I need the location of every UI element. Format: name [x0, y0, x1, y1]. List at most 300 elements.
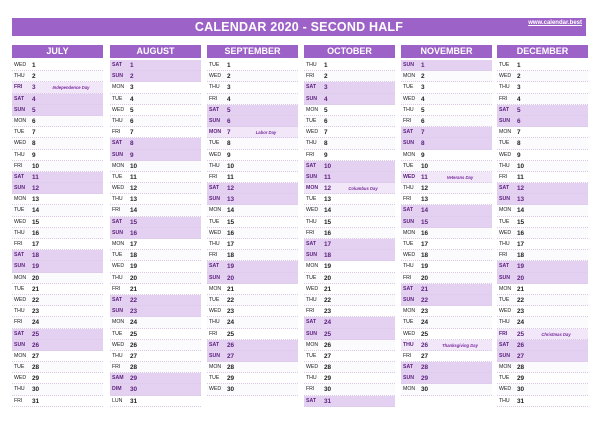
day-row — [207, 172, 298, 183]
day-number: 11 — [227, 173, 234, 181]
day-number: 10 — [130, 162, 138, 170]
day-number: 4 — [130, 95, 134, 103]
day-number: 28 — [517, 364, 525, 372]
day-number: 27 — [324, 352, 332, 360]
weekday-label: TUE — [403, 319, 414, 326]
weekday-label: THU — [112, 352, 123, 359]
day-number: 5 — [227, 106, 231, 114]
website-link[interactable]: www.calendar.best — [528, 20, 582, 26]
day-row — [497, 284, 588, 295]
day-row — [207, 362, 298, 373]
day-number: 8 — [421, 140, 425, 148]
day-row — [304, 71, 395, 82]
holiday-row — [12, 82, 103, 93]
weekday-label: FRI — [112, 129, 121, 136]
weekday-label: SUN — [209, 352, 220, 359]
weekday-label: THU — [306, 218, 317, 225]
weekday-label: FRI — [499, 252, 508, 259]
weekday-label: WED — [112, 106, 125, 113]
day-number: 3 — [421, 84, 425, 92]
day-row — [12, 127, 103, 138]
day-row — [304, 116, 395, 127]
weekday-label: MON — [306, 106, 319, 113]
weekday-label: MON — [306, 341, 319, 348]
day-number: 21 — [421, 285, 429, 293]
weekday-label: THU — [499, 84, 510, 91]
weekday-label: SUN — [403, 296, 414, 303]
day-number: 19 — [227, 263, 235, 271]
weekday-label: WED — [209, 308, 222, 315]
day-row — [304, 138, 395, 149]
day-row — [110, 373, 201, 384]
weekday-label: THU — [209, 162, 220, 169]
weekday-label: THU — [306, 296, 317, 303]
day-number: 27 — [130, 352, 138, 360]
day-row — [304, 351, 395, 362]
weekday-label: FRI — [112, 364, 121, 371]
day-number: 4 — [227, 95, 231, 103]
day-number: 5 — [421, 106, 425, 114]
day-number: 19 — [421, 263, 429, 271]
day-row — [207, 373, 298, 384]
day-number: 21 — [324, 285, 332, 293]
day-number: 6 — [324, 117, 328, 125]
weekday-label: WED — [499, 386, 512, 393]
day-row — [497, 306, 588, 317]
day-number: 3 — [227, 84, 231, 92]
weekday-label: WED — [14, 218, 27, 225]
day-row — [304, 329, 395, 340]
day-row — [12, 94, 103, 105]
day-number: 1 — [324, 62, 328, 69]
weekday-label: WED — [14, 375, 27, 382]
weekday-label: FRI — [14, 162, 23, 169]
day-row — [110, 172, 201, 183]
weekday-label: THU — [499, 397, 510, 404]
day-number: 8 — [130, 140, 134, 148]
day-number: 29 — [421, 375, 429, 383]
day-row — [401, 228, 492, 239]
weekday-label: THU — [14, 386, 25, 393]
day-row — [110, 82, 201, 93]
weekday-label: SUN — [14, 263, 25, 270]
weekday-label: FRI — [403, 274, 412, 281]
weekday-label: SAT — [403, 207, 413, 214]
day-row — [497, 351, 588, 362]
weekday-label: THU — [14, 151, 25, 158]
day-number: 3 — [32, 84, 36, 92]
holiday-name: Independence Day — [52, 85, 90, 91]
weekday-label: FRI — [209, 173, 218, 180]
day-number: 14 — [227, 207, 235, 215]
weekday-label: SUN — [403, 140, 414, 147]
calendar-title-banner — [12, 18, 586, 36]
weekday-label: TUE — [209, 62, 220, 68]
day-number: 29 — [32, 375, 40, 383]
day-number: 3 — [517, 84, 521, 92]
day-number: 9 — [32, 151, 36, 159]
weekday-label: THU — [14, 308, 25, 315]
weekday-label: WED — [306, 207, 319, 214]
day-number: 29 — [227, 375, 235, 383]
day-number: 22 — [517, 296, 525, 304]
day-number: 19 — [517, 263, 525, 271]
day-number: 1 — [32, 62, 36, 69]
day-row — [12, 161, 103, 172]
day-row — [497, 138, 588, 149]
weekday-label: MON — [499, 285, 512, 292]
weekday-label: WED — [499, 308, 512, 315]
weekday-label: TUE — [499, 296, 510, 303]
day-number: 10 — [421, 162, 429, 170]
weekday-label: THU — [209, 84, 220, 91]
weekday-label: THU — [112, 196, 123, 203]
day-number: 8 — [517, 140, 521, 148]
weekday-label: SUN — [112, 308, 123, 315]
weekday-label: SAT — [112, 296, 122, 303]
weekday-label: TUE — [209, 296, 220, 303]
day-number: 24 — [517, 319, 525, 327]
day-number: 18 — [130, 252, 138, 260]
day-row — [12, 71, 103, 82]
day-number: 23 — [324, 308, 332, 316]
weekday-label: SAT — [403, 285, 413, 292]
day-number: 24 — [421, 319, 429, 327]
day-number: 27 — [517, 352, 525, 360]
weekday-label: WED — [306, 285, 319, 292]
day-row — [207, 150, 298, 161]
day-row — [12, 150, 103, 161]
weekday-label: SAT — [209, 106, 219, 113]
weekday-label: TUE — [112, 95, 123, 102]
day-number: 21 — [32, 285, 40, 293]
day-number: 12 — [130, 185, 138, 193]
day-number: 24 — [32, 319, 40, 327]
day-number: 27 — [421, 352, 429, 360]
day-list — [110, 60, 201, 407]
day-number: 25 — [32, 330, 40, 338]
day-row — [12, 373, 103, 384]
day-number: 29 — [324, 375, 332, 383]
day-row — [304, 105, 395, 116]
day-number: 14 — [32, 207, 40, 215]
month-column-november — [401, 45, 492, 396]
weekday-label: WED — [403, 252, 416, 259]
day-row — [304, 284, 395, 295]
weekday-label: SAT — [403, 129, 413, 136]
weekday-label: FRI — [403, 196, 412, 203]
day-row — [497, 362, 588, 373]
weekday-label: SUN — [14, 341, 25, 348]
day-row — [110, 396, 201, 407]
day-row — [207, 217, 298, 228]
day-row — [207, 71, 298, 82]
holiday-name: Christmas Day — [541, 331, 571, 337]
day-number: 10 — [324, 162, 332, 170]
weekday-label: MON — [112, 84, 125, 91]
day-number: 6 — [517, 117, 521, 125]
day-number: 26 — [130, 341, 138, 349]
weekday-label: TUE — [306, 352, 317, 359]
day-number: 12 — [227, 185, 235, 193]
weekday-label: SAT — [209, 263, 219, 270]
month-header: AUGUST — [110, 45, 201, 58]
weekday-label: THU — [499, 162, 510, 169]
day-number: 18 — [517, 252, 525, 260]
weekday-label: SAT — [306, 84, 316, 91]
weekday-label: WED — [499, 151, 512, 158]
day-row — [304, 373, 395, 384]
weekday-label: THU — [403, 185, 414, 192]
day-row — [12, 217, 103, 228]
weekday-label: MON — [403, 151, 416, 158]
day-row — [401, 116, 492, 127]
weekday-label: TUE — [499, 62, 510, 68]
day-row — [12, 396, 103, 407]
weekday-label: MON — [499, 129, 512, 136]
day-number: 12 — [32, 185, 40, 193]
weekday-label: THU — [499, 319, 510, 326]
day-row — [12, 239, 103, 250]
weekday-label: SUN — [14, 185, 25, 192]
row-divider — [497, 406, 588, 407]
day-number: 19 — [324, 263, 332, 271]
weekday-label: TUE — [112, 252, 123, 259]
weekday-label: TUE — [14, 207, 25, 214]
day-row — [110, 71, 201, 82]
weekday-label: SAT — [306, 162, 316, 169]
weekday-label: SAT — [306, 397, 316, 404]
weekday-label: THU — [14, 229, 25, 236]
weekday-label: TUE — [499, 218, 510, 225]
day-number: 20 — [227, 274, 235, 282]
weekday-label: THU — [112, 117, 123, 124]
day-row — [207, 273, 298, 284]
day-row — [12, 273, 103, 284]
month-header: JULY — [12, 45, 103, 58]
day-row — [110, 273, 201, 284]
day-number: 5 — [324, 106, 328, 114]
day-row — [110, 384, 201, 395]
day-row — [304, 340, 395, 351]
day-number: 13 — [227, 196, 235, 204]
weekday-label: SAT — [403, 364, 413, 371]
weekday-label: TUE — [306, 274, 317, 281]
day-number: 16 — [324, 229, 332, 237]
weekday-label: THU — [403, 341, 414, 348]
weekday-label: WED — [112, 185, 125, 192]
holiday-name: Veterans Day — [446, 174, 474, 180]
weekday-label: THU — [209, 241, 220, 247]
day-row — [497, 373, 588, 384]
month-column-july — [12, 45, 103, 407]
weekday-label: MON — [209, 129, 222, 136]
day-row — [110, 284, 201, 295]
day-row — [304, 384, 395, 395]
weekday-label: SAT — [112, 62, 122, 68]
day-row — [304, 150, 395, 161]
day-row — [207, 183, 298, 194]
day-row — [401, 273, 492, 284]
day-row — [304, 239, 395, 250]
weekday-label: SAT — [499, 185, 509, 192]
day-row — [401, 295, 492, 306]
weekday-label: SUN — [112, 229, 123, 236]
day-number: 24 — [130, 319, 138, 327]
weekday-label: FRI — [14, 319, 23, 326]
weekday-label: THU — [306, 62, 317, 68]
day-row — [401, 284, 492, 295]
weekday-label: SUN — [112, 73, 123, 80]
weekday-label: TUE — [403, 84, 414, 91]
day-number: 17 — [517, 241, 525, 248]
weekday-label: FRI — [306, 151, 315, 158]
day-number: 25 — [130, 330, 138, 338]
day-number: 5 — [130, 106, 134, 114]
day-number: 12 — [324, 185, 332, 193]
day-number: 25 — [421, 330, 429, 338]
day-row — [207, 82, 298, 93]
weekday-label: MON — [14, 196, 27, 203]
day-row — [12, 317, 103, 328]
day-row — [401, 239, 492, 250]
day-row — [401, 306, 492, 317]
day-row — [497, 217, 588, 228]
day-number: 26 — [227, 341, 235, 349]
day-row — [110, 150, 201, 161]
day-row — [207, 329, 298, 340]
day-row — [497, 82, 588, 93]
day-number: 8 — [324, 140, 328, 148]
month-header: DECEMBER — [497, 45, 588, 58]
day-number: 4 — [421, 95, 425, 103]
weekday-label: TUE — [499, 140, 510, 147]
day-row — [401, 362, 492, 373]
day-row — [401, 317, 492, 328]
day-row — [401, 138, 492, 149]
day-number: 30 — [227, 386, 235, 394]
weekday-label: FRI — [403, 352, 412, 359]
day-number: 23 — [227, 308, 235, 316]
day-row — [12, 138, 103, 149]
weekday-label: TUE — [306, 117, 317, 124]
day-number: 1 — [517, 62, 521, 69]
day-row — [401, 105, 492, 116]
day-row — [110, 329, 201, 340]
day-row — [207, 351, 298, 362]
day-number: 1 — [130, 62, 134, 69]
weekday-label: WED — [14, 140, 27, 147]
day-number: 28 — [32, 364, 40, 372]
day-number: 2 — [130, 73, 134, 81]
weekday-label: SUN — [14, 106, 25, 113]
day-number: 30 — [421, 386, 429, 394]
day-number: 3 — [130, 84, 134, 92]
day-row — [304, 127, 395, 138]
day-row — [304, 161, 395, 172]
weekday-label: FRI — [403, 117, 412, 124]
day-number: 2 — [421, 73, 425, 81]
day-row — [12, 329, 103, 340]
day-number: 29 — [517, 375, 525, 383]
day-row — [401, 217, 492, 228]
day-number: 7 — [130, 129, 134, 137]
weekday-label: MON — [403, 73, 416, 80]
weekday-label: SUN — [112, 151, 123, 158]
day-number: 6 — [227, 117, 231, 125]
day-number: 19 — [32, 263, 40, 271]
day-row — [497, 273, 588, 284]
day-row — [110, 127, 201, 138]
weekday-label: FRI — [306, 386, 315, 393]
day-row — [497, 250, 588, 261]
day-number: 12 — [421, 185, 429, 193]
day-number: 18 — [32, 252, 40, 260]
holiday-row — [401, 340, 492, 351]
day-number: 17 — [227, 241, 235, 248]
day-row — [497, 396, 588, 407]
weekday-label: WED — [403, 95, 416, 102]
day-number: 18 — [324, 252, 332, 260]
day-row — [12, 351, 103, 362]
weekday-label: LUN — [112, 397, 123, 404]
day-number: 16 — [517, 229, 525, 237]
weekday-label: FRI — [112, 207, 121, 214]
weekday-label: TUE — [499, 375, 510, 382]
day-row — [304, 317, 395, 328]
day-row — [12, 261, 103, 272]
weekday-label: TUE — [209, 375, 220, 382]
row-divider — [401, 395, 492, 396]
weekday-label: WED — [209, 151, 222, 158]
weekday-label: THU — [306, 140, 317, 147]
month-column-august — [110, 45, 201, 407]
weekday-label: THU — [209, 319, 220, 326]
day-row — [12, 105, 103, 116]
day-row — [12, 183, 103, 194]
day-row — [207, 384, 298, 395]
day-row — [401, 384, 492, 395]
day-number: 26 — [32, 341, 40, 349]
day-number: 15 — [130, 218, 138, 226]
holiday-row — [401, 172, 492, 183]
day-row — [110, 340, 201, 351]
weekday-label: THU — [306, 375, 317, 382]
day-number: 2 — [227, 73, 231, 81]
weekday-label: MON — [14, 274, 27, 281]
day-row — [110, 105, 201, 116]
day-number: 28 — [421, 364, 429, 372]
day-number: 23 — [517, 308, 525, 316]
day-number: 14 — [324, 207, 332, 215]
weekday-label: SUN — [499, 352, 510, 359]
day-number: 23 — [130, 308, 138, 316]
weekday-label: SAT — [499, 106, 509, 113]
day-row — [110, 116, 201, 127]
weekday-label: TUE — [403, 241, 414, 247]
day-row — [401, 60, 492, 71]
day-row — [401, 261, 492, 272]
day-row — [497, 205, 588, 216]
day-row — [497, 161, 588, 172]
day-row — [497, 239, 588, 250]
day-row — [207, 239, 298, 250]
day-row — [304, 82, 395, 93]
day-row — [401, 71, 492, 82]
day-row — [110, 306, 201, 317]
day-number: 11 — [32, 173, 39, 181]
day-number: 25 — [227, 330, 235, 338]
